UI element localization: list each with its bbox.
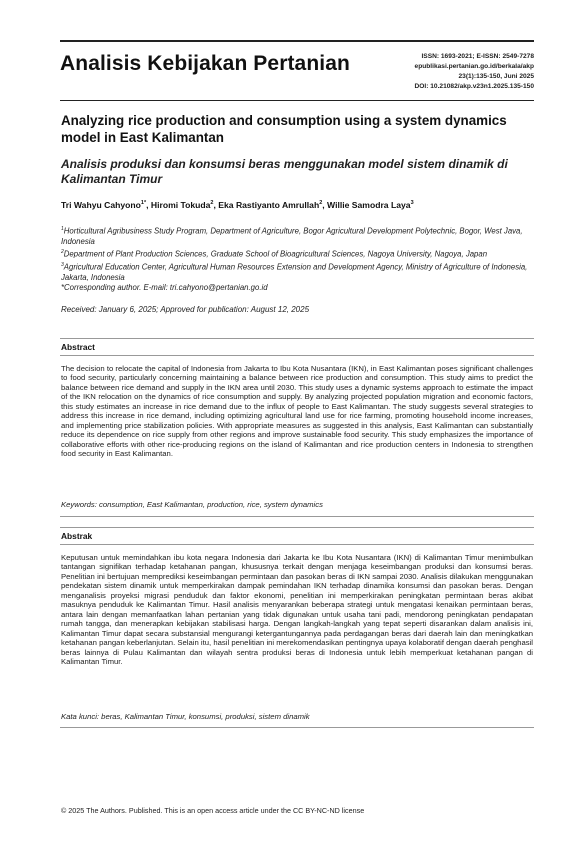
- abstract-top-rule: [60, 338, 534, 339]
- author-list: Tri Wahyu Cahyono$^{1*}$, Hiromi Tokuda$^2$, Eka Rastiyanto Amrullah$^2$, Willie Samodra Laya$^3$: [61, 200, 414, 210]
- abstrak-top-rule: [60, 527, 534, 528]
- author-affiliation-mark: 2: [210, 200, 214, 207]
- journal-issn: ISSN: 1693-2021; E-ISSN: 2549-7278: [421, 53, 534, 60]
- affiliation: $^2$Department of Plant Production Sciences, Graduate School of Bioagricultural Sciences, Nagoya University, Nagoya, Japan: [61, 249, 488, 259]
- journal-issue: 23(1):135-150, Juni 2025: [458, 73, 534, 80]
- journal-url[interactable]: epublikasi.pertanian.go.id/berkala/akp: [414, 63, 534, 70]
- journal-doi[interactable]: DOI: 10.21082/akp.v23n1.2025.135-150: [414, 83, 534, 90]
- abstract-bottom-rule: [60, 516, 534, 517]
- abstrak-body: Keputusan untuk memindahkan ibu kota negara Indonesia dari Jakarta ke Ibu Kota Nusantara (IKN) di Kalimantan Timur menimbulkan tantangan signifikan terhadap ketahanan pangan, khususnya terkait dengan menjaga keseimbangan produksi dan konsumsi beras. Penelitian ini bertujuan memprediksi keseimbangan permintaan dan pasokan beras di IKN sampai 2030. Analisis dilakukan menggunakan pendekatan sistem dinamik untuk memperkirakan dampak pemindahan IKN terhadap dinamika konsumsi dan pasokan beras. Dengan menganalisis proyeksi migrasi penduduk dan faktor ekonomi, penelitian ini memperkirakan peningkatan permintaan beras akibat masuknya penduduk ke Kalimantan Timur. Hasil analisis menyarankan beberapa strategi untuk mengatasi kenaikan permintaan beras, antara lain dengan memanfaatkan lahan pertanian yang tidak digunakan untuk usaha tani padi, mendorong peningkatan pendapatan rumah tangga, dan menerapkan kebijakan stabilisasi harga. Dengan langkah-langkah yang tepat seperti disarankan dalam analisis ini, Kalimantan Timur dapat secara substansial mengurangi ketergantungannya pada perdagangan beras dari daerah lain dan meningkatkan ketahanan pangan keberlanjutan. Selain itu, hasil penelitian ini merekomendasikan pentingnya upaya kolaboratif dengan daerah penghasil beras lainnya di Pulau Kalimantan dan wilayah sentra produksi beras di Indonesia untuk lebih memperkuat ketahanan pangan di Kalimantan Timur.: [61, 553, 533, 666]
- author-name: Eka Rastiyanto Amrullah: [218, 200, 320, 210]
- journal-meta: [414, 52, 534, 92]
- abstrak-bottom-rule: [60, 727, 534, 728]
- author-name: Willie Samodra Laya: [327, 200, 411, 210]
- article-title: Analyzing rice production and consumption using a system dynamics model in East Kalimantan: [61, 113, 507, 145]
- author-affiliation-mark: 3: [410, 200, 414, 207]
- abstract-heading-rule: [60, 355, 534, 356]
- abstrak-heading-rule: [60, 544, 534, 545]
- received-dates: Received: January 6, 2025; Approved for publication: August 12, 2025: [61, 305, 310, 314]
- affiliations: [61, 224, 531, 293]
- abstrak-heading: Abstrak: [61, 531, 93, 541]
- author-affiliation-mark: 1*: [140, 200, 147, 207]
- article-subtitle: Analisis produksi dan konsumsi beras menggunakan model sistem dinamik di Kalimantan Timur: [61, 157, 508, 186]
- keywords: Keywords: consumption, East Kalimantan, production, rice, system dynamics: [61, 500, 323, 509]
- author-name: Hiromi Tokuda: [150, 200, 211, 210]
- header-top-rule: [60, 40, 534, 42]
- affiliation: $^3$Agricultural Education Center, Agricultural Human Resources Extension and Development Agency, Ministry of Agriculture of Indonesia, Jakarta, Indonesia: [61, 261, 528, 282]
- abstract-body: The decision to relocate the capital of Indonesia from Jakarta to Ibu Kota Nusantara (IKN), in East Kalimantan poses significant challenges to food security, particularly concerning maintaining a balance between rice production and consumption. This study aims to predict the balance between rice demand and supply in the IKN area until 2030. This study uses a dynamic systems approach to estimate the impact of the IKN relocation on the dynamics of rice consumption and supply. By analyzing projected population migration and economic factors, this study estimates an increase in rice demand due to the influx of people to East Kalimantan. The study suggests several strategies to address this increase in rice demand, including optimizing agricultural land use for rice farming, promoting household income increases, and implementing price stabilization policies. With appropriate measures as suggested in this analysis, East Kalimantan can substantially reduce its dependence on rice supply from other regions and improve sustainable food security. This study emphasizes the importance of collaborative efforts with other rice-producing regions on the island of Kalimantan and rice production centers in Indonesia to strengthen food security in East Kalimantan.: [61, 364, 533, 459]
- author-affiliation-mark: 2: [319, 200, 323, 207]
- header-bottom-rule: [60, 100, 534, 101]
- journal-title: Analisis Kebijakan Pertanian: [60, 52, 350, 75]
- abstract-heading: Abstract: [61, 342, 95, 352]
- license-footer: © 2025 The Authors. Published. This is an open access article under the CC BY-NC-ND license: [61, 806, 365, 815]
- corresponding-author: *Corresponding author. E-mail: tri.cahyono@pertanian.go.id: [61, 282, 268, 292]
- kata-kunci: Kata kunci: beras, Kalimantan Timur, konsumsi, produksi, sistem dinamik: [61, 712, 310, 721]
- author-name: Tri Wahyu Cahyono: [61, 200, 141, 210]
- affiliation: $^1$Horticultural Agribusiness Study Program, Department of Agriculture, Bogor Agricultural Development Polytechnic, Bogor, West Java, Indonesia: [61, 226, 523, 246]
